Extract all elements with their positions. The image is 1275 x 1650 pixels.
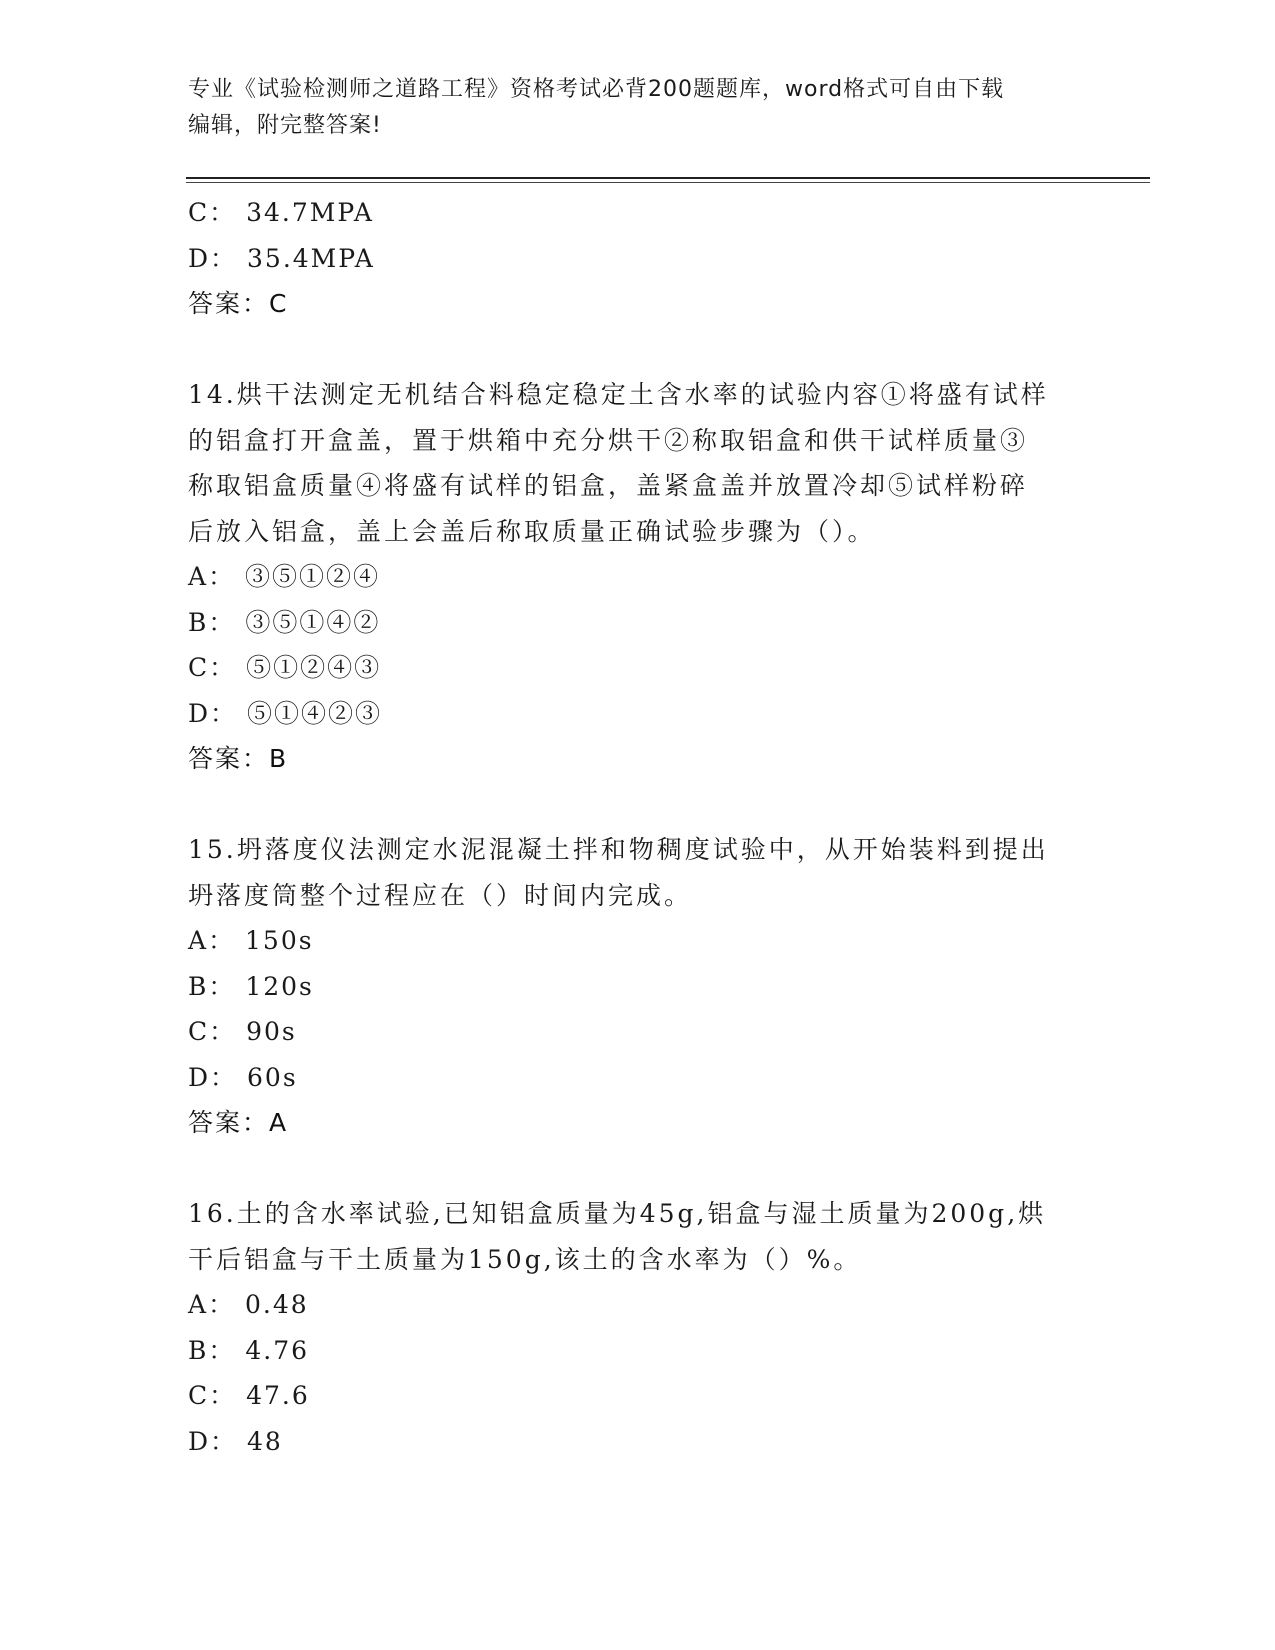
question-text-line: 称取铝盒质量④将盛有试样的铝盒，盖紧盒盖并放置冷却⑤试样粉碎 [188,471,1029,500]
option-separator: ： [210,243,238,273]
option-a [188,1282,1088,1328]
continued-question [188,190,1088,327]
option-separator: ： [210,1062,238,1092]
option-separator: ： [208,562,236,591]
question-text [188,827,1068,918]
option-separator: ： [209,653,237,682]
option-text: ⑤①②④③ [246,653,382,682]
header-line-1: 专业《试验检测师之道路工程》资格考试必背200题题库，word格式可自由下载 [188,77,1005,102]
option-label: D [188,698,211,728]
option-a [188,918,1088,964]
question-16 [188,1191,1088,1464]
option-separator: ： [210,1426,238,1456]
question-15 [188,827,1088,1146]
option-c [188,645,1088,691]
option-text: 60s [247,1062,298,1092]
option-text: 150s [245,926,314,955]
answer-line: 答案：C [188,289,289,318]
question-text-line: 16.土的含水率试验,已知铝盒质量为45g,铝盒与湿土质量为200g,烘 [188,1199,1047,1228]
option-text: 35.4MPA [247,243,375,273]
question-text-line: 后放入铝盒，盖上会盖后称取质量正确试验步骤为（）。 [188,516,876,546]
option-text: 120s [245,971,314,1001]
option-label: C [188,198,210,227]
option-label: D [188,243,211,273]
option-label: A [188,562,209,591]
question-text-line: 坍落度筒整个过程应在（）时间内完成。 [188,880,693,910]
option-separator: ： [209,1017,237,1046]
header-line-2: 编辑，附完整答案! [188,113,382,138]
spacer [188,327,1088,373]
option-separator: ： [208,971,236,1001]
question-text-line: 14.烘干法测定无机结合料稳定稳定土含水率的试验内容①将盛有试样 [188,380,1049,409]
option-text: 4.76 [245,1335,310,1365]
option-separator: ： [208,607,236,637]
option-label: D [188,1426,211,1456]
option-b [188,1328,1088,1374]
page-header [188,72,1068,144]
option-label: C [188,1017,210,1046]
option-text: 48 [247,1426,283,1456]
option-separator: ： [210,698,238,728]
answer-line: 答案：B [188,744,289,773]
option-b [188,964,1088,1010]
question-14 [188,372,1088,782]
option-text: ⑤①④②③ [247,698,383,728]
option-label: A [188,926,209,955]
option-separator: ： [209,1381,237,1410]
option-separator: ： [208,1335,236,1365]
option-separator: ： [208,926,236,955]
option-text: 90s [246,1017,297,1046]
option-text: 47.6 [246,1381,310,1410]
question-text [188,372,1068,554]
option-label: B [188,607,209,637]
document-body [188,190,1088,1464]
option-label: B [188,971,209,1001]
answer-line: 答案：A [188,1108,289,1137]
option-d [188,691,1088,737]
option-label: C [188,1381,210,1410]
option-c [188,1373,1088,1419]
spacer [188,782,1088,828]
option-text: 34.7MPA [246,198,374,227]
option-label: A [188,1290,209,1319]
option-label: B [188,1335,209,1365]
option-d [188,1419,1088,1465]
question-text-line: 的铝盒打开盒盖，置于烘箱中充分烘干②称取铝盒和供干试样质量③ [188,425,1029,455]
spacer [188,1146,1088,1192]
option-text: ③⑤①②④ [245,562,381,591]
header-divider-thin [186,182,1150,183]
option-label: C [188,653,210,682]
option-c [188,190,1088,236]
option-a [188,554,1088,600]
question-text-line: 干后铝盒与干土质量为150g,该土的含水率为（）%。 [188,1244,862,1274]
question-text-line: 15.坍落度仪法测定水泥混凝土拌和物稠度试验中，从开始装料到提出 [188,835,1049,864]
option-text: 0.48 [245,1290,309,1319]
option-separator: ： [208,1290,236,1319]
option-c [188,1009,1088,1055]
option-label: D [188,1062,211,1092]
header-divider-thick [186,177,1150,179]
option-text: ③⑤①④② [245,607,381,637]
option-separator: ： [209,198,237,227]
option-d [188,236,1088,282]
option-b [188,600,1088,646]
option-d [188,1055,1088,1101]
question-text [188,1191,1068,1282]
